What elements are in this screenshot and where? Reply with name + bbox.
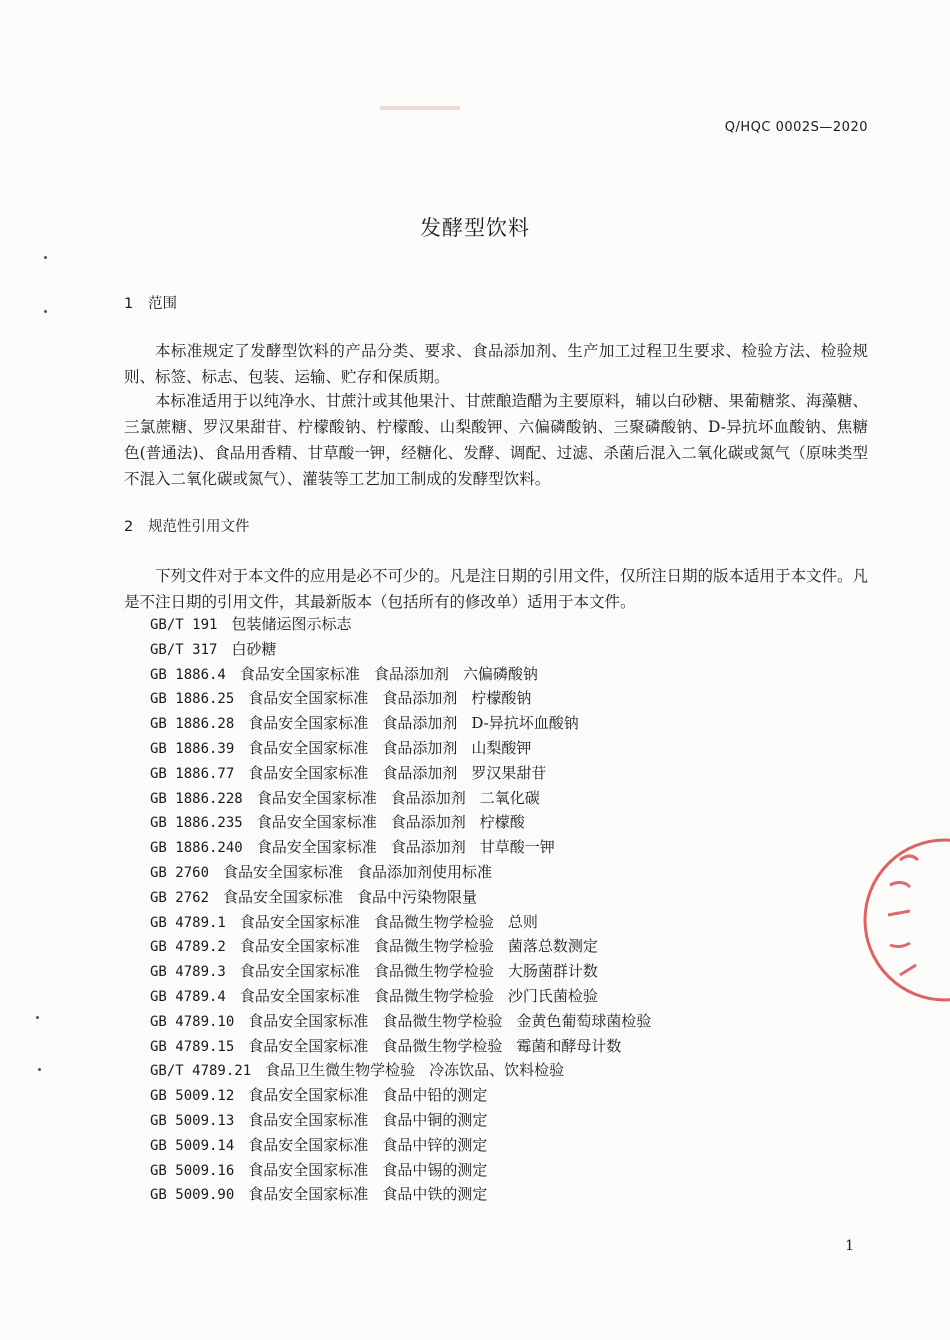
section-1-heading [124, 292, 177, 313]
reference-code: GB 2760 [150, 864, 210, 881]
reference-subtitle: 食品添加剂 [390, 788, 466, 807]
reference-subtitle: 食品添加剂使用标准 [357, 862, 493, 881]
scope-paragraph-1: 本标准规定了发酵型饮料的产品分类、要求、食品添加剂、生产加工过程卫生要求、检验方法、检验规则、标签、标志、包装、运输、贮存和保质期。 [124, 342, 868, 386]
reference-code: GB 4789.2 [150, 939, 226, 956]
reference-item [150, 736, 665, 761]
faint-red-mark [380, 106, 460, 110]
reference-title: 食品安全国家标准 [248, 1160, 369, 1179]
reference-item [150, 1034, 665, 1059]
reference-title: 食品安全国家标准 [248, 1185, 369, 1204]
section-number: 1 [124, 296, 134, 312]
reference-title: 食品卫生微生物学检验 [265, 1061, 416, 1080]
reference-item: 六偏磷酸钠 [462, 664, 538, 683]
reference-item [150, 662, 665, 687]
reference-code: GB 5009.12 [150, 1088, 235, 1105]
reference-title: 食品安全国家标准 [239, 937, 360, 956]
reference-item [150, 885, 665, 910]
reference-item: 霉菌和酵母计数 [516, 1036, 622, 1055]
reference-subtitle: 食品微生物学检验 [382, 1036, 503, 1055]
reference-code: GB 4789.4 [150, 988, 226, 1005]
reference-title: 食品安全国家标准 [248, 738, 369, 757]
reference-code: GB 4789.1 [150, 914, 226, 931]
reference-subtitle: 食品微生物学检验 [373, 986, 494, 1005]
reference-subtitle: 食品中锡的测定 [382, 1160, 488, 1179]
reference-item [150, 612, 665, 637]
reference-code: GB/T 317 [150, 641, 218, 658]
reference-title: 食品安全国家标准 [223, 862, 344, 881]
reference-subtitle: 食品中铜的测定 [382, 1110, 488, 1129]
reference-code: GB/T 4789.21 [150, 1063, 252, 1080]
reference-subtitle: 食品添加剂 [373, 664, 449, 683]
page-title: 发酵型饮料 [420, 216, 530, 240]
reference-code: GB 1886.25 [150, 691, 235, 708]
reference-code: GB 1886.77 [150, 765, 235, 782]
section-number: 2 [124, 519, 134, 535]
reference-item [150, 1009, 665, 1034]
reference-title: 食品安全国家标准 [223, 887, 344, 906]
reference-item: 罗汉果甜苷 [471, 763, 547, 782]
reference-title: 食品安全国家标准 [239, 986, 360, 1005]
reference-title: 食品安全国家标准 [248, 689, 369, 708]
reference-title: 食品安全国家标准 [256, 813, 377, 832]
reference-subtitle: 食品添加剂 [390, 838, 466, 857]
reference-title: 包装储运图示标志 [231, 615, 352, 633]
section-title: 规范性引用文件 [148, 519, 250, 535]
reference-code: GB 1886.28 [150, 716, 235, 733]
reference-item: D-异抗坏血酸钠 [471, 714, 579, 733]
reference-item: 沙门氏菌检验 [507, 986, 598, 1005]
reference-code: GB 2762 [150, 889, 210, 906]
section-2-heading [124, 515, 250, 536]
scan-speck [44, 256, 47, 259]
reference-code: GB 1886.39 [150, 740, 235, 757]
reference-item [150, 1058, 665, 1083]
reference-subtitle: 食品微生物学检验 [373, 937, 494, 956]
reference-item [150, 860, 665, 885]
reference-title: 食品安全国家标准 [239, 912, 360, 931]
reference-item [150, 934, 665, 959]
reference-title: 食品安全国家标准 [239, 962, 360, 981]
reference-code: GB 4789.10 [150, 1013, 235, 1030]
reference-item: 二氧化碳 [479, 788, 540, 807]
section-title: 范围 [148, 296, 177, 312]
reference-item: 金黄色葡萄球菌检验 [516, 1011, 652, 1030]
reference-item [150, 835, 665, 860]
reference-title: 食品安全国家标准 [248, 763, 369, 782]
reference-code: GB 1886.240 [150, 840, 243, 857]
reference-code: GB 5009.14 [150, 1137, 235, 1154]
reference-item: 柠檬酸 [479, 813, 525, 832]
reference-title: 食品安全国家标准 [248, 1011, 369, 1030]
reference-item: 总则 [507, 912, 538, 931]
reference-subtitle: 食品中铁的测定 [382, 1185, 488, 1204]
reference-title: 白砂糖 [231, 639, 277, 658]
reference-subtitle: 食品添加剂 [382, 714, 458, 733]
reference-item [150, 1158, 665, 1183]
red-seal-stamp [860, 815, 950, 1025]
reference-list [150, 612, 665, 1207]
reference-title: 食品安全国家标准 [256, 838, 377, 857]
reference-title: 食品安全国家标准 [256, 788, 377, 807]
reference-item [150, 786, 665, 811]
reference-item [150, 910, 665, 935]
reference-item: 柠檬酸钠 [471, 689, 532, 708]
reference-code: GB 5009.16 [150, 1162, 235, 1179]
reference-code: GB 1886.228 [150, 790, 243, 807]
reference-item: 甘草酸一钾 [479, 838, 555, 857]
reference-title: 食品安全国家标准 [248, 714, 369, 733]
reference-subtitle: 食品微生物学检验 [373, 962, 494, 981]
reference-title: 食品安全国家标准 [248, 1135, 369, 1154]
reference-item [150, 959, 665, 984]
scope-paragraph-2: 本标准适用于以纯净水、甘蔗汁或其他果汁、甘蔗酿造醋为主要原料，辅以白砂糖、果葡糖浆、海藻糖、三氯蔗糖、罗汉果甜苷、柠檬酸钠、柠檬酸、山梨酸钾、六偏磷酸钠、三聚磷酸钠、D-异抗坏血酸钠、焦糖色(普通法)、食品用香精、甘草酸一钾，经糖化、发酵、调配、过滤、杀菌后混入二氧化碳或氮气（原味类型不混入二氧化碳或氮气）、灌装等工艺加工制成的发酵型饮料。 [124, 392, 869, 488]
reference-code: GB 4789.3 [150, 964, 226, 981]
references-intro: 下列文件对于本文件的应用是必不可少的。凡是注日期的引用文件，仅所注日期的版本适用于本文件。凡是不注日期的引用文件，其最新版本（包括所有的修改单）适用于本文件。 [124, 567, 869, 611]
reference-subtitle: 食品中污染物限量 [357, 887, 478, 906]
reference-subtitle: 食品添加剂 [390, 813, 466, 832]
reference-item [150, 1133, 665, 1158]
reference-subtitle: 食品添加剂 [382, 763, 458, 782]
reference-item [150, 984, 665, 1009]
reference-subtitle: 冷冻饮品、饮料检验 [429, 1061, 565, 1080]
reference-code: GB 5009.90 [150, 1187, 235, 1204]
document-code: Q/HQC 0002S—2020 [724, 120, 868, 135]
reference-subtitle: 食品添加剂 [382, 689, 458, 708]
reference-item: 大肠菌群计数 [507, 962, 598, 981]
reference-code: GB 4789.15 [150, 1038, 235, 1055]
reference-item [150, 686, 665, 711]
reference-item [150, 711, 665, 736]
reference-subtitle: 食品中铅的测定 [382, 1086, 488, 1105]
reference-code: GB/T 191 [150, 617, 218, 633]
scan-speck [38, 1068, 41, 1071]
reference-item [150, 1108, 665, 1133]
scan-speck [36, 1016, 39, 1019]
reference-subtitle: 食品微生物学检验 [382, 1011, 503, 1030]
reference-item [150, 1182, 665, 1207]
reference-item: 山梨酸钾 [471, 738, 532, 757]
reference-code: GB 1886.235 [150, 815, 243, 832]
page-number: 1 [845, 1238, 854, 1254]
reference-title: 食品安全国家标准 [248, 1086, 369, 1105]
scan-speck [44, 310, 47, 313]
reference-code: GB 5009.13 [150, 1112, 235, 1129]
reference-title: 食品安全国家标准 [239, 664, 360, 683]
reference-code: GB 1886.4 [150, 666, 226, 683]
reference-item [150, 761, 665, 786]
reference-item [150, 1083, 665, 1108]
reference-subtitle: 食品中锌的测定 [382, 1135, 488, 1154]
reference-item [150, 810, 665, 835]
reference-item: 菌落总数测定 [507, 937, 598, 956]
reference-subtitle: 食品微生物学检验 [373, 912, 494, 931]
reference-subtitle: 食品添加剂 [382, 738, 458, 757]
reference-title: 食品安全国家标准 [248, 1110, 369, 1129]
reference-title: 食品安全国家标准 [248, 1036, 369, 1055]
reference-item [150, 637, 665, 662]
